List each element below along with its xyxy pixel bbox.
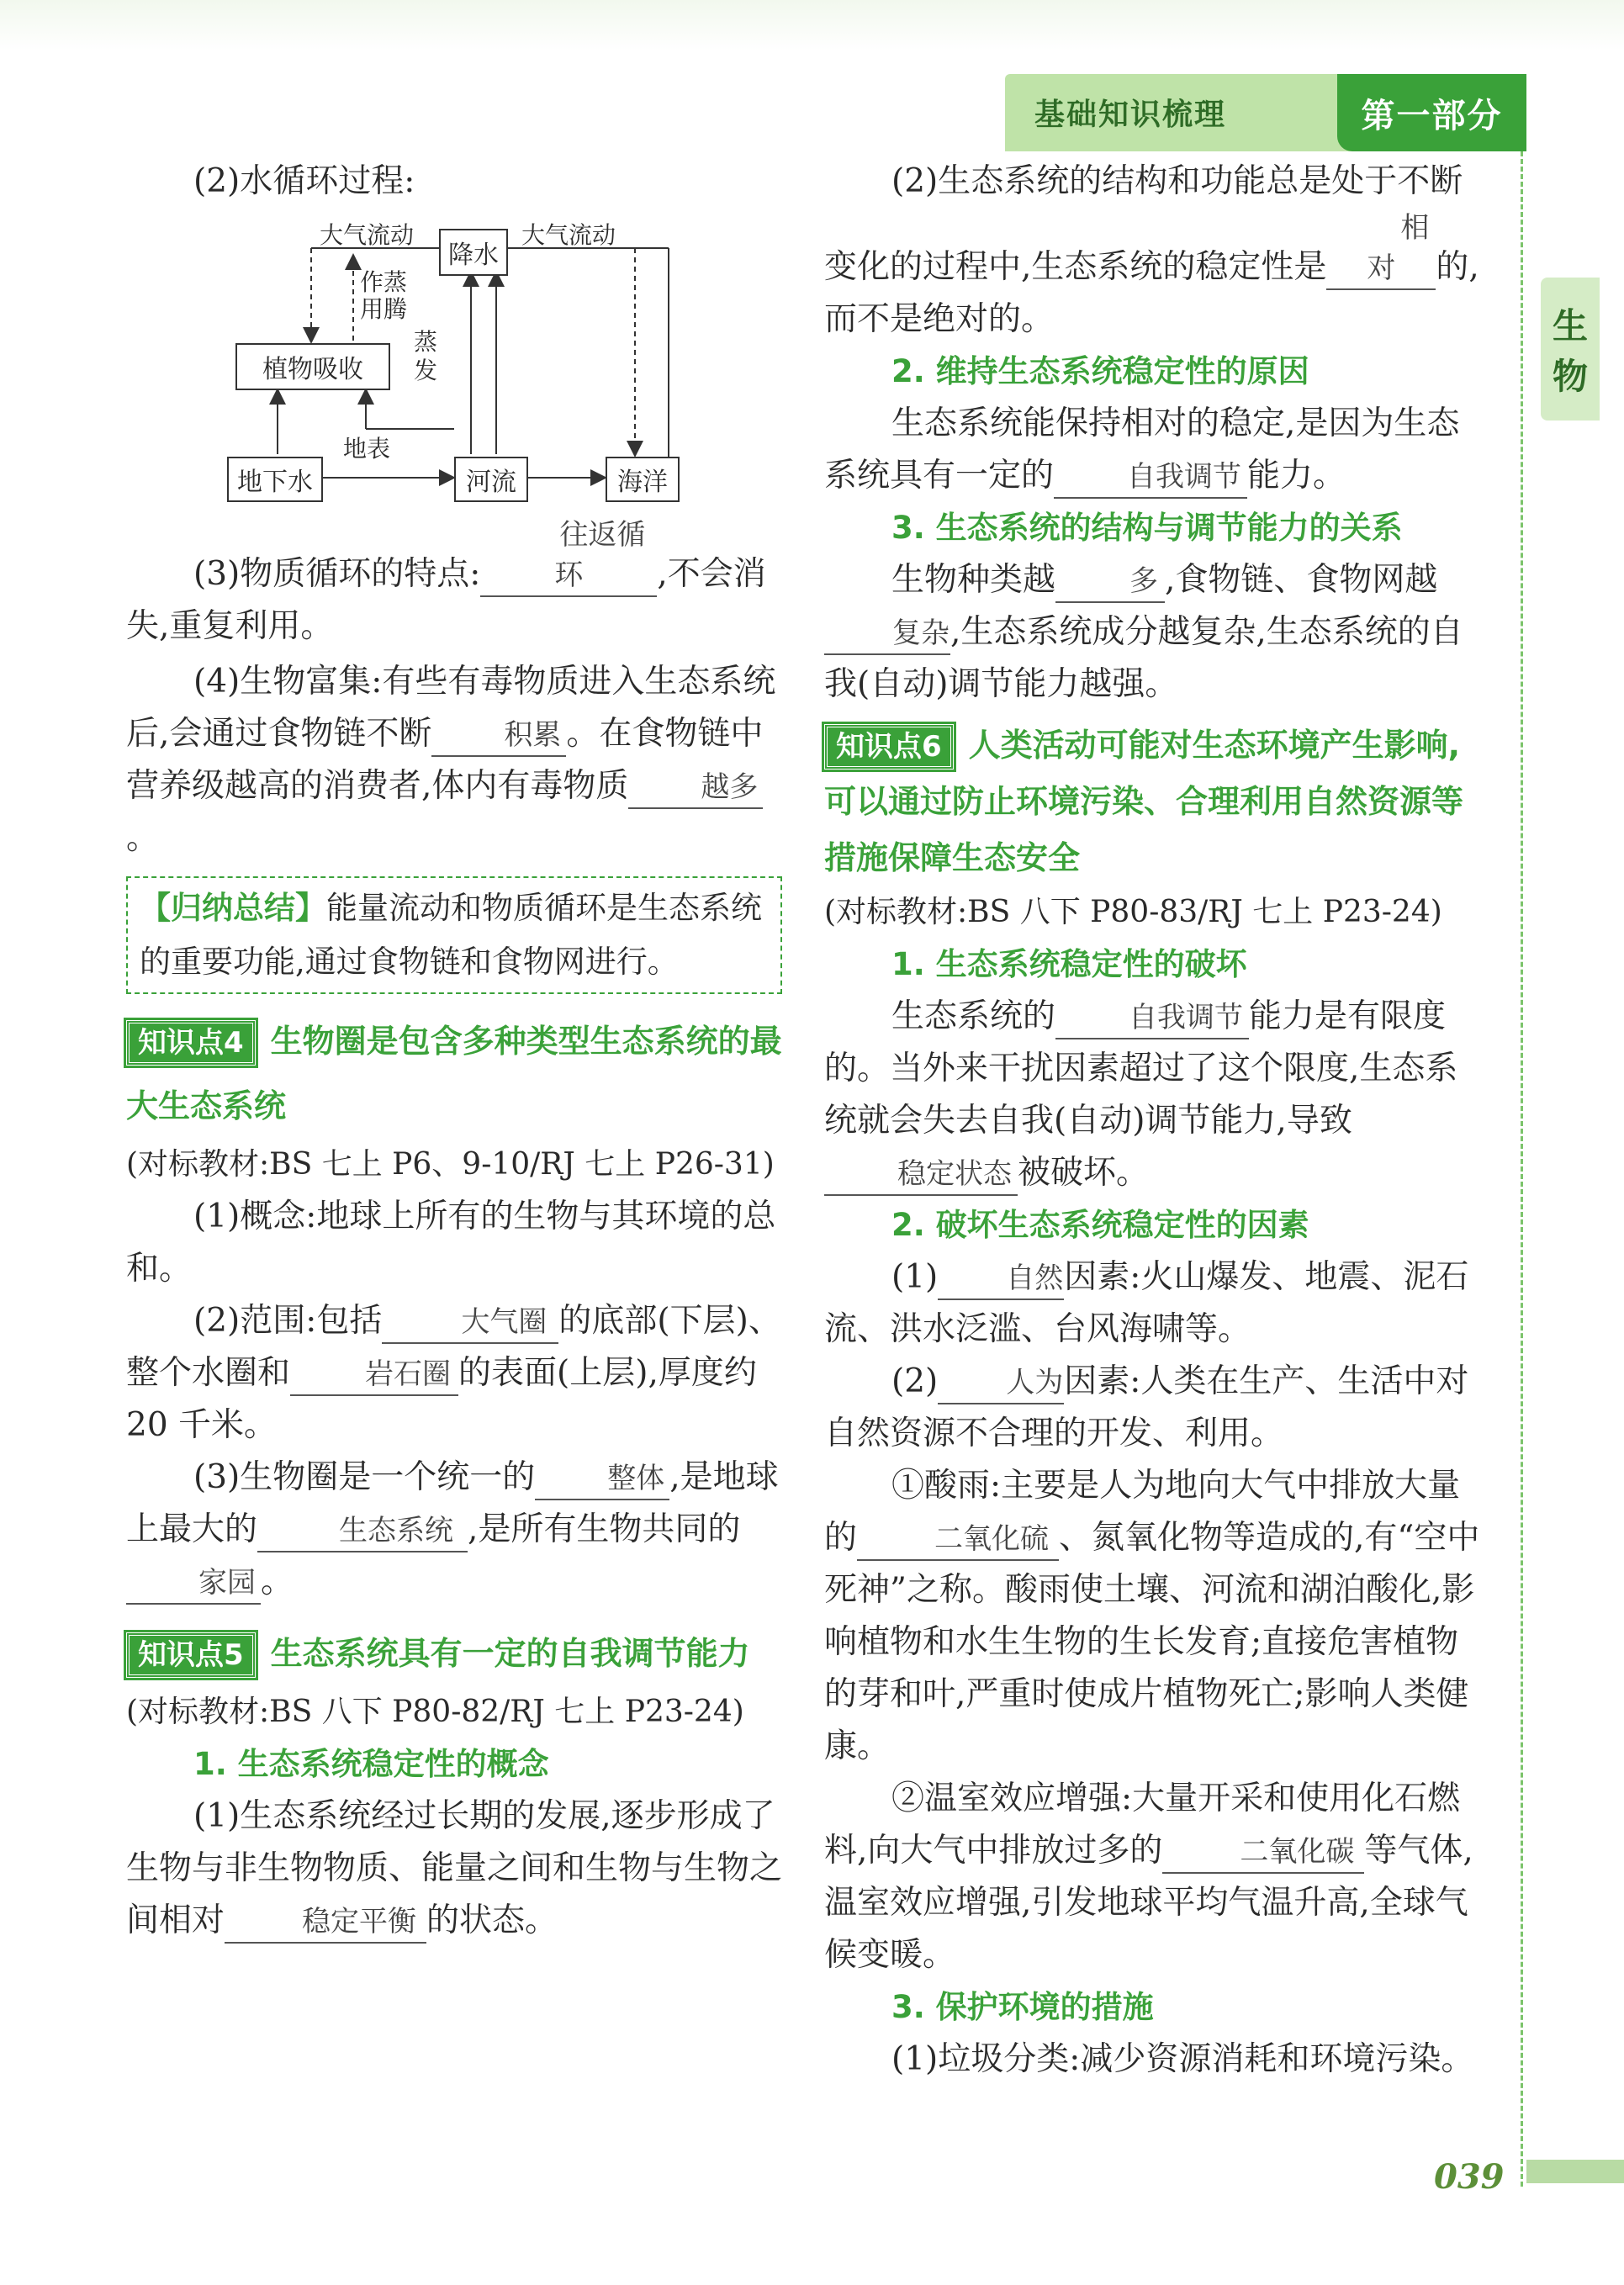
k4-p3-text: (3)生物圈是一个统一的 <box>193 1458 536 1496</box>
answer-ecosystem: 生态系统 <box>257 1510 468 1552</box>
summary-box <box>126 876 782 994</box>
k6-p3-text-end: 因素:人类在生产、生活中对自然资源不合理的开发、利用。 <box>824 1362 1469 1452</box>
answer-more: 越多 <box>628 767 763 809</box>
knowledge-point-6-heading <box>824 717 1480 886</box>
subject-tab <box>1541 278 1600 421</box>
knowledge-point-5-heading <box>126 1621 782 1686</box>
k6-p5 <box>824 1773 1480 1981</box>
water-cycle-diagram <box>219 210 690 505</box>
label-atmospheric-flow-right: 大气流动 <box>521 221 616 249</box>
margin-dashed-line <box>1521 151 1523 2187</box>
k6-p3-text: (2) <box>891 1362 939 1400</box>
box-plant-absorption: 植物吸收 <box>235 343 390 390</box>
k4-p2-text: (2)范围:包括 <box>193 1302 383 1340</box>
k6-p2 <box>824 1251 1480 1356</box>
answer-stable-balance: 稳定平衡 <box>225 1902 426 1944</box>
right-p3-text-end: ,生态系统成分越复杂,生态系统的自我(自动)调节能力越强。 <box>824 613 1463 703</box>
box-precipitation: 降水 <box>439 229 508 276</box>
k6-subheading-2: 2. 破坏生态系统稳定性的因素 <box>891 1207 1309 1243</box>
k6-p4-text: ①酸雨:主要是人为地向大气中排放大量的 <box>824 1467 1461 1557</box>
k6-p4-text-end: 、氮氧化物等造成的,有“空中死神”之称。酸雨使土壤、河流和湖泊酸化,影响植物和水生生物的生长发育;直接危害植物的芽和叶,严重时使成片植物死亡;影响人类健康。 <box>824 1519 1480 1765</box>
left-p3 <box>126 656 782 865</box>
answer-natural: 自然 <box>938 1258 1064 1300</box>
k6-subheading-1: 1. 生态系统稳定性的破坏 <box>891 946 1247 982</box>
left-column-body <box>126 515 782 1947</box>
box-river: 河流 <box>454 457 528 502</box>
k6-p1 <box>824 991 1480 1199</box>
answer-human: 人为 <box>938 1362 1064 1404</box>
summary-label: 【归纳总结】 <box>140 890 326 926</box>
left-p2-text: (3)物质循环的特点: <box>193 555 481 593</box>
k6-p1-text: 生态系统的 <box>891 997 1056 1035</box>
summary-text: 能量流动和物质循环是生态系统的重要功能,通过食物链和食物网进行。 <box>140 890 762 980</box>
answer-home: 家园 <box>126 1563 261 1605</box>
box-ocean: 海洋 <box>606 457 680 502</box>
header-background <box>0 0 1624 50</box>
k4-p3-text-mid: ,是地球上最大的 <box>126 1458 779 1548</box>
right-column <box>824 156 1480 2086</box>
answer-atmosphere: 大气圈 <box>382 1302 558 1344</box>
label-transpiration: 作蒸用腾 <box>360 268 408 323</box>
left-column <box>126 156 782 208</box>
answer-sulfur-dioxide: 二氧化硫 <box>857 1519 1059 1561</box>
k4-reference: (对标教材:BS 七上 P6、9-10/RJ 七上 P26-31) <box>126 1147 775 1182</box>
k6-p1-text-mid: 能力是有限度的。当外来干扰因素超过了这个限度,生态系统就会失去自我(自动)调节能力,导致 <box>824 997 1458 1140</box>
answer-lithosphere: 岩石圈 <box>290 1354 458 1396</box>
k4-p3 <box>126 1452 782 1608</box>
page-number-bar <box>1526 2160 1624 2183</box>
answer-many: 多 <box>1055 561 1165 603</box>
right-subheading-2: 2. 维持生态系统稳定性的原因 <box>891 353 1309 389</box>
k6-p2-text-end: 因素:火山爆发、地震、泥石流、洪水泛滥、台风海啸等。 <box>824 1258 1469 1348</box>
knowledge-point-6-badge: 知识点6 <box>824 724 954 770</box>
right-p1 <box>824 156 1480 346</box>
right-p3 <box>824 554 1480 711</box>
knowledge-point-4-title: 生物圈是包含多种类型生态系统的最大生态系统 <box>126 1023 782 1124</box>
k5-subheading-1: 1. 生态系统稳定性的概念 <box>193 1746 549 1782</box>
knowledge-point-6-title: 人类活动可能对生态环境产生影响,可以通过防止环境污染、合理利用自然资源等措施保障生态安全 <box>824 727 1464 876</box>
right-subheading-3: 3. 生态系统的结构与调节能力的关系 <box>891 510 1403 546</box>
answer-relative: 相对 <box>1326 208 1436 290</box>
label-surface: 地表 <box>343 435 391 463</box>
k6-reference: (对标教材:BS 八下 P80-83/RJ 七上 P23-24) <box>824 895 1442 929</box>
k6-p3 <box>824 1356 1480 1460</box>
box-groundwater: 地下水 <box>227 457 323 502</box>
k6-p6: (1)垃圾分类:减少资源消耗和环境污染。 <box>891 2040 1474 2078</box>
knowledge-point-5-badge: 知识点5 <box>126 1632 256 1678</box>
left-p2 <box>126 515 782 653</box>
answer-self-regulation-2: 自我调节 <box>1055 997 1249 1039</box>
left-p2-text-end: ,不会消失,重复利用。 <box>126 555 766 645</box>
answer-accumulate: 积累 <box>431 715 566 757</box>
left-p3-text-mid: 。在食物链中营养级越高的消费者,体内有毒物质 <box>126 715 764 805</box>
k6-p5-text: ②温室效应增强:大量开采和使用化石燃料,向大气中排放过多的 <box>824 1780 1461 1870</box>
label-evaporation: 蒸发 <box>414 328 438 384</box>
label-atmospheric-flow-left: 大气流动 <box>320 221 415 249</box>
section-title: 基础知识梳理 <box>1034 98 1227 132</box>
k5-p1-text-end: 的状态。 <box>426 1902 558 1939</box>
answer-material-cycle: 往返循环 <box>480 515 657 597</box>
page-number: 039 <box>1434 2157 1505 2197</box>
answer-carbon-dioxide: 二氧化碳 <box>1162 1832 1364 1874</box>
right-p3-text: 生物种类越 <box>891 561 1056 599</box>
right-p2-text-end: 能力。 <box>1247 457 1346 495</box>
knowledge-point-5-title: 生态系统具有一定的自我调节能力 <box>270 1635 750 1672</box>
k4-p2-text-end: 的表面(上层),厚度约 20 千米。 <box>126 1354 757 1444</box>
k6-p4 <box>824 1460 1480 1773</box>
answer-self-regulation: 自我调节 <box>1054 457 1247 499</box>
right-p1-text: (2)生态系统的结构和功能总是处于不断变化的过程中,生态系统的稳定性是 <box>824 162 1463 286</box>
answer-complex: 复杂 <box>824 613 950 655</box>
k4-p1: (1)概念:地球上所有的生物与其环境的总和。 <box>126 1198 776 1288</box>
k5-p1-text: (1)生态系统经过长期的发展,逐步形成了生物与非生物物质、能量之间和生物与生物之间相对 <box>126 1797 783 1939</box>
k5-reference: (对标教材:BS 八下 P80-82/RJ 七上 P23-24) <box>126 1695 744 1729</box>
k6-subheading-3: 3. 保护环境的措施 <box>891 1989 1154 2025</box>
k4-p2-text-mid: 的底部(下层)、整个水圈和 <box>126 1302 781 1392</box>
knowledge-point-4-badge: 知识点4 <box>126 1020 256 1066</box>
part-label: 第一部分 <box>1337 74 1526 151</box>
left-p3-text: (4)生物富集:有些有毒物质进入生态系统后,会通过食物链不断 <box>126 663 776 753</box>
k4-p2 <box>126 1295 782 1452</box>
k5-p1 <box>126 1790 782 1947</box>
right-p3-text-mid: ,食物链、食物网越 <box>1165 561 1438 599</box>
left-p1: (2)水循环过程: <box>193 162 415 200</box>
right-p2-text: 生态系统能保持相对的稳定,是因为生态系统具有一定的 <box>824 405 1460 495</box>
k4-p3-text-end: 。 <box>261 1563 294 1600</box>
answer-stable-state: 稳定状态 <box>824 1154 1018 1196</box>
right-p2 <box>824 398 1480 502</box>
k6-p5-text-end: 等气体,温室效应增强,引发地球平均气温升高,全球气候变暖。 <box>824 1832 1473 1974</box>
k6-p1-text-end: 被破坏。 <box>1018 1154 1150 1192</box>
knowledge-point-4-heading <box>126 1009 782 1139</box>
subject-tab-char2: 物 <box>1552 356 1588 397</box>
left-p3-text-end: 。 <box>126 819 160 857</box>
answer-whole: 整体 <box>535 1458 669 1500</box>
k6-p2-text: (1) <box>891 1258 939 1296</box>
k4-p3-text-mid2: ,是所有生物共同的 <box>468 1510 741 1548</box>
right-p1-text-end: 的,而不是绝对的。 <box>824 248 1479 338</box>
subject-tab-char1: 生 <box>1552 305 1588 346</box>
